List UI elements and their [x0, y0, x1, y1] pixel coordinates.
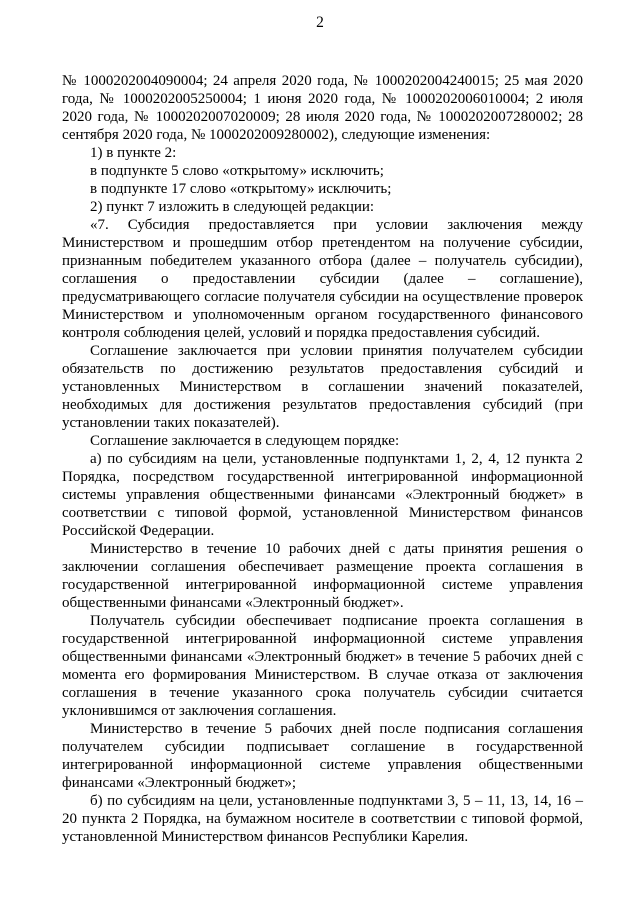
paragraph-agreement-order: Соглашение заключается в следующем порядке: [90, 433, 400, 449]
paragraph-item-1: 1) в пункте 2: [90, 145, 177, 161]
paragraph-decree-list: № 1000202004090004; 24 апреля 2020 года, № 1000202004240015; 25 мая 2020 года, № 1000202005250004; 1 июня 2020 года, № 1000202006010004; 2 июля 2020 года, № 1000202007020009; 28 июля 2020 года, № 1000202007280002; 28 сентября 2020 года, № 1000202009280002), следующие изменения: [62, 73, 583, 143]
document-body [62, 72, 583, 846]
paragraph-subitem-17: в подпункте 17 слово «открытому» исключить; [90, 181, 392, 197]
paragraph-agreement-conditions: Соглашение заключается при условии принятия получателем субсидии обязательств по достижению результатов предоставления субсидий и установленных Министерством в соглашении значений показателей, необходимых для достижения результатов предоставления субсидий (при установлении таких показателей). [62, 343, 583, 431]
paragraph-point-7: «7. Субсидия предоставляется при условии заключения между Министерством и прошедшим отбор претендентом на получение субсидии, признанным победителем указанного отбора (далее – получатель субсидии), соглашения о предоставлении субсидии (далее – соглашение), предусматривающего согласие получателя субсидии на осуществление проверок Министерством и уполномоченным органом государственного финансового контроля соблюдения целей, условий и порядка предоставления субсидий. [62, 217, 583, 341]
paragraph-ministry-10-days: Министерство в течение 10 рабочих дней с даты принятия решения о заключении соглашения обеспечивает размещение проекта соглашения в государственной интегрированной информационной системе управления общественными финансами «Электронный бюджет». [62, 541, 583, 611]
paragraph-recipient-signing: Получатель субсидии обеспечивает подписание проекта соглашения в государственной интегрированной информационной системе управления общественными финансами «Электронный бюджет» в течение 5 рабочих дней с момента его формирования Министерством. В случае отказа от заключения соглашения в течение указанного срока получатель субсидии считается уклонившимся от заключения соглашения. [62, 613, 583, 719]
paragraph-subitem-5: в подпункте 5 слово «открытому» исключить; [90, 163, 384, 179]
paragraph-subpoint-a: а) по субсидиям на цели, установленные подпунктами 1, 2, 4, 12 пункта 2 Порядка, посредством государственной интегрированной информационной системы управления общественными финансами «Электронный бюджет» в соответствии с типовой формой, установленной Министерством финансов Российской Федерации. [62, 451, 583, 539]
paragraph-ministry-5-days: Министерство в течение 5 рабочих дней после подписания соглашения получателем субсидии подписывает соглашение в государственной интегрированной информационной системе управления общественными финансами «Электронный бюджет»; [62, 721, 583, 791]
paragraph-subpoint-b: б) по субсидиям на цели, установленные подпунктами 3, 5 – 11, 13, 14, 16 – 20 пункта 2 Порядка, на бумажном носителе в соответствии с типовой формой, установленной Министерством финансов Республики Карелия. [62, 793, 583, 845]
paragraph-item-2: 2) пункт 7 изложить в следующей редакции: [90, 199, 375, 215]
page-number: 2 [316, 14, 324, 31]
